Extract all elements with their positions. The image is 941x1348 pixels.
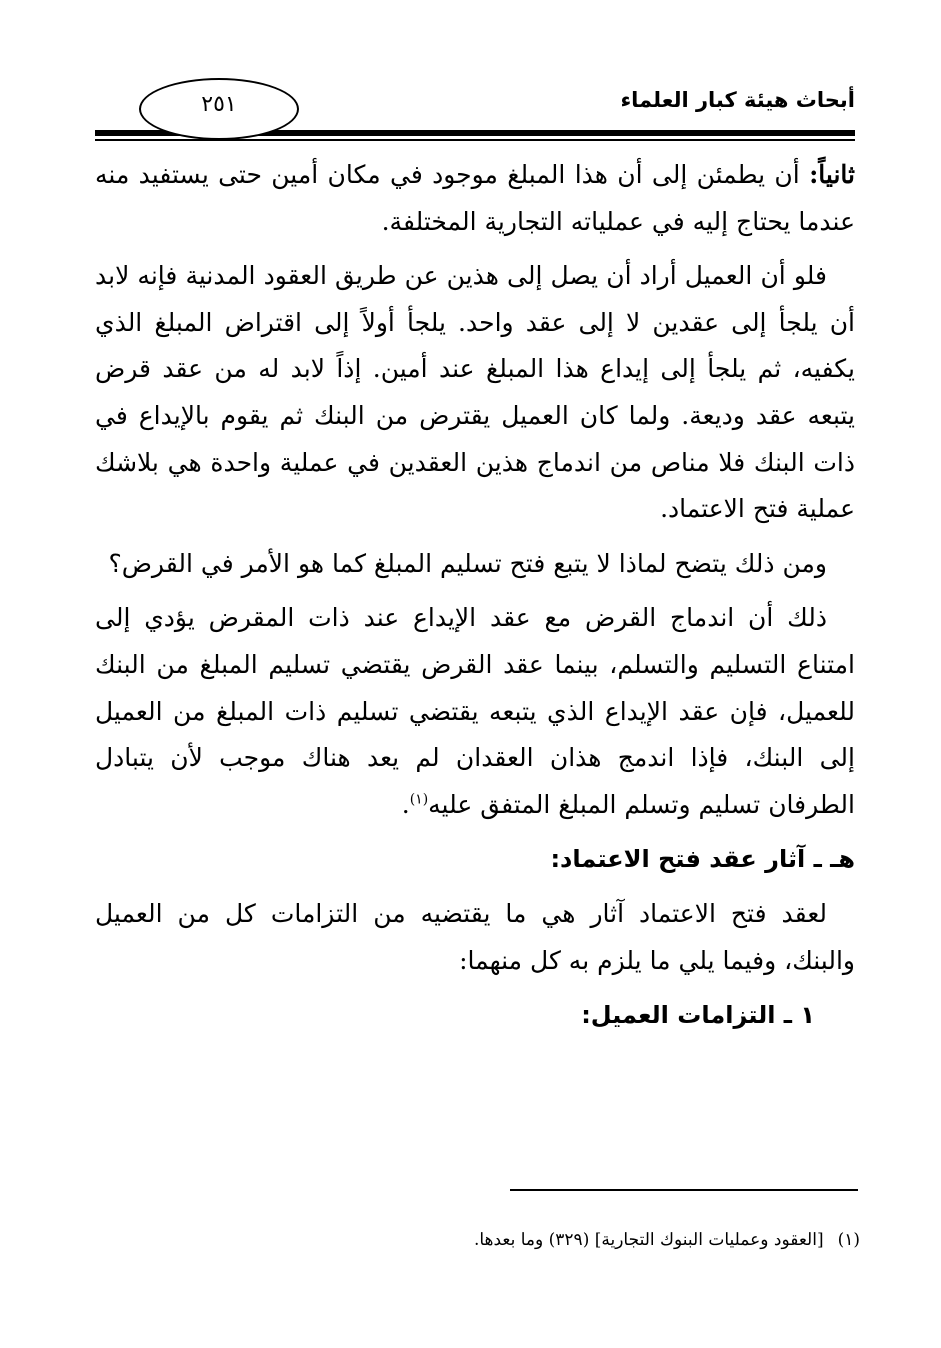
footnote-separator bbox=[510, 1189, 858, 1191]
page-number-oval bbox=[139, 78, 299, 140]
section-heading: هـ ـ آثار عقد فتح الاعتماد: bbox=[550, 845, 855, 874]
paragraph-lead: ثانياً: bbox=[809, 160, 855, 189]
footnote-text: [العقود وعمليات البنوك التجارية] (٣٢٩) وما بعدها. bbox=[473, 1230, 824, 1250]
paragraph-1 bbox=[95, 152, 855, 245]
page-header bbox=[95, 70, 855, 150]
running-title: أبحاث هيئة كبار العلماء bbox=[620, 88, 855, 112]
footnote-marker: (١) bbox=[837, 1230, 860, 1250]
paragraph-2: فلو أن العميل أراد أن يصل إلى هذين عن طريق العقود المدنية فإنه لابد أن يلجأ إلى عقدين لا إلى عقد واحد. يلجأ أولاً إلى اقتراض المبلغ الذي يكفيه، ثم يلجأ إلى إيداع هذا المبلغ عند أمين. إذاً لابد له من عقد قرض يتبعه عقد وديعة. ولما كان العميل يقترض من البنك ثم يقوم بالإيداع في ذات البنك فلا مناص من اندماج هذين العقدين في عملية واحدة هي بلاشك عملية فتح الاعتماد. bbox=[95, 261, 855, 524]
body-text bbox=[95, 152, 855, 1039]
paragraph-tail: . bbox=[401, 789, 410, 819]
sub-heading: ١ ـ التزامات العميل: bbox=[581, 1001, 815, 1030]
paragraph-text: ذلك أن اندماج القرض مع عقد الإيداع عند ذات المقرض يؤدي إلى امتناع التسليم والتسلم، بينما عقد القرض يقتضي تسليم المبلغ من البنك للعميل، فإن عقد الإيداع الذي يتبعه يقتضي تسليم ذات المبلغ من العميل إلى البنك، فإذا اندمج هذان العقدان لم يعد هناك موجب لأن يتبادل الطرفان تسليم وتسلم المبلغ المتفق عليه bbox=[95, 603, 855, 819]
paragraph-4 bbox=[95, 595, 855, 828]
paragraph-text: أن يطمئن إلى أن هذا المبلغ موجود في مكان أمين حتى يستفيد منه عندما يحتاج إليه في عملياته التجارية المختلفة. bbox=[95, 160, 855, 236]
footnote-reference[interactable]: (١) bbox=[409, 791, 429, 808]
page-number: ٢٥١ bbox=[201, 92, 237, 117]
paragraph-5: لعقد فتح الاعتماد آثار هي ما يقتضيه من التزامات كل من العميل والبنك، وفيما يلي ما يلزم به كل منهما: bbox=[95, 898, 855, 975]
footnote bbox=[95, 1230, 860, 1250]
paragraph-3: ومن ذلك يتضح لماذا لا يتبع فتح تسليم المبلغ كما هو الأمر في القرض؟ bbox=[108, 548, 827, 578]
